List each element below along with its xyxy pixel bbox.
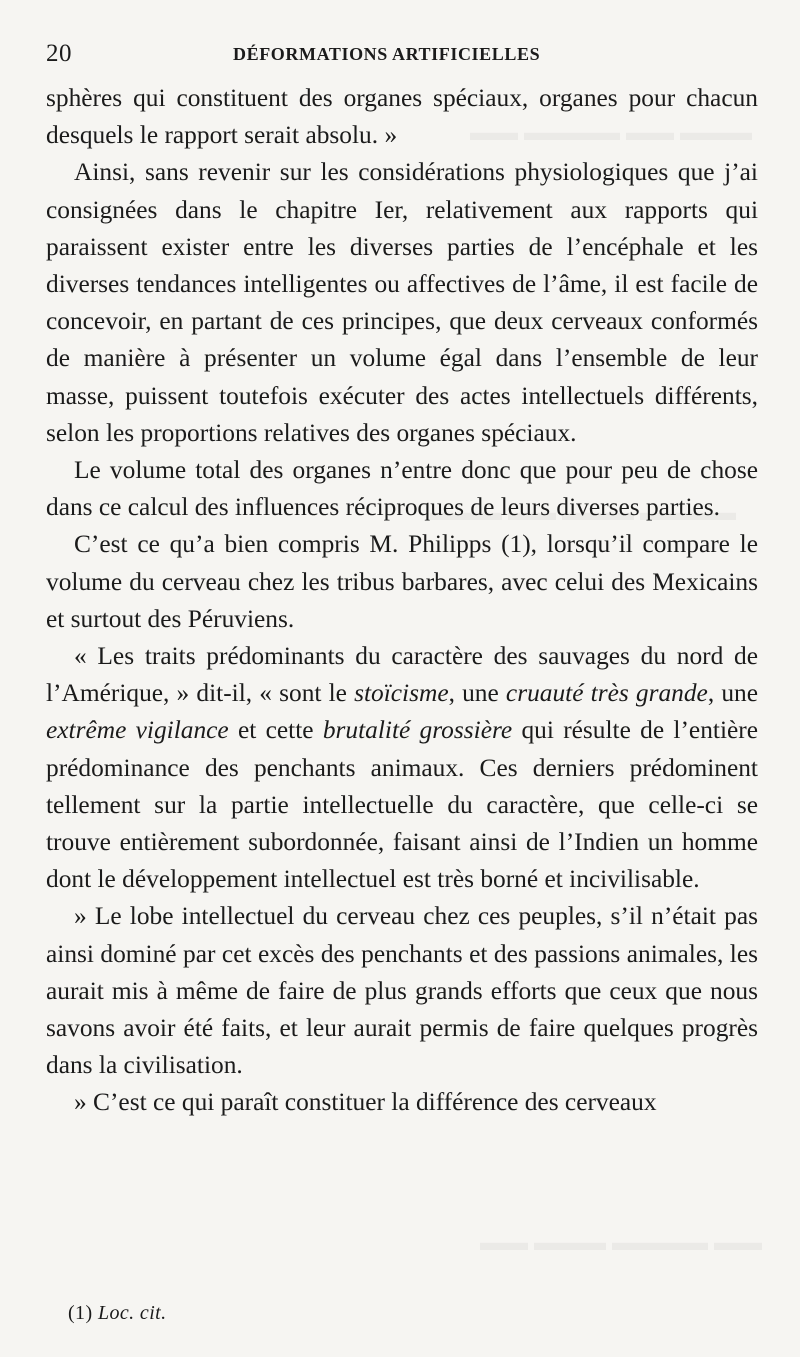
text-run: C’est ce qu’a bien compris M. Philipps (1), lorsqu’il compare le volume du cerveau chez les tribus barbares, avec celui des Mexicains et surtout des Péruviens. [46,530,758,633]
paragraph [46,80,758,154]
text-run: sphères qui constituent des organes spéciaux, organes pour chacun desquels le rapport serait absolu. » [46,84,758,150]
running-head: DÉFORMATIONS ARTIFICIELLES [233,44,541,64]
text-run: Le volume total des organes n’entre donc que pour peu de chose dans ce calcul des influences réciproques de leurs diverses parties. [46,456,758,522]
emphasized-text: stoïcisme [354,679,449,708]
text-run: » Le lobe intellectuel du cerveau chez ces peuples, s’il n’était pas ainsi dominé par cet excès des penchants et des passions animales, les aurait mis à même de faire de plus grands efforts que ceux que nous savons avoir été faits, et leur aurait permis de faire quelques progrès dans la civilisation. [46,902,758,1080]
page-number: 20 [46,40,72,67]
footnote [68,1302,167,1325]
paragraph [46,526,758,638]
text-run: Ainsi, sans revenir sur les considérations physiologiques que j’ai consignées dans le chapitre Ier, relativement aux rapports qui paraissent exister entre les diverses parties de l’encéphale et les diverses tendances intelligentes ou affectives de l’âme, il est facile de concevoir, en partant de ces principes, que deux cerveaux conformés de manière à présenter un volume égal dans l’ensemble de leur masse, puissent toutefois exécuter des actes intellectuels différents, selon les proportions relatives des organes spéciaux. [46,158,758,447]
footnote-marker: (1) [68,1302,93,1324]
body-text [46,80,758,1122]
text-run: » C’est ce qui paraît constituer la différence des cerveaux [74,1088,657,1117]
paragraph [46,898,758,1084]
paragraph [46,154,758,452]
text-run: « Les traits prédominants du caractère des sauvages du nord de l’Amérique, » dit-il, « sont le [46,642,758,708]
footnote-text: Loc. cit. [97,1302,167,1324]
text-run: , une [707,679,758,708]
paragraph [46,1084,758,1121]
book-page [46,0,758,1357]
emphasized-text: cruauté très grande [505,679,708,708]
page-header [46,38,758,72]
paragraph [46,452,758,526]
emphasized-text: extrême vigilance [46,716,229,745]
emphasized-text: brutalité grossière [322,716,513,745]
paragraph [46,638,758,898]
text-run: et cette [228,716,323,745]
text-run: qui résulte de l’entière prédominance des penchants animaux. Ces derniers prédominent tellement sur la partie intellectuelle du caractère, que celle-ci se trouve entièrement subordonnée, faisant ainsi de l’Indien un homme dont le développement intellectuel est très borné et incivilisable. [46,716,758,894]
text-run: , une [448,679,506,708]
